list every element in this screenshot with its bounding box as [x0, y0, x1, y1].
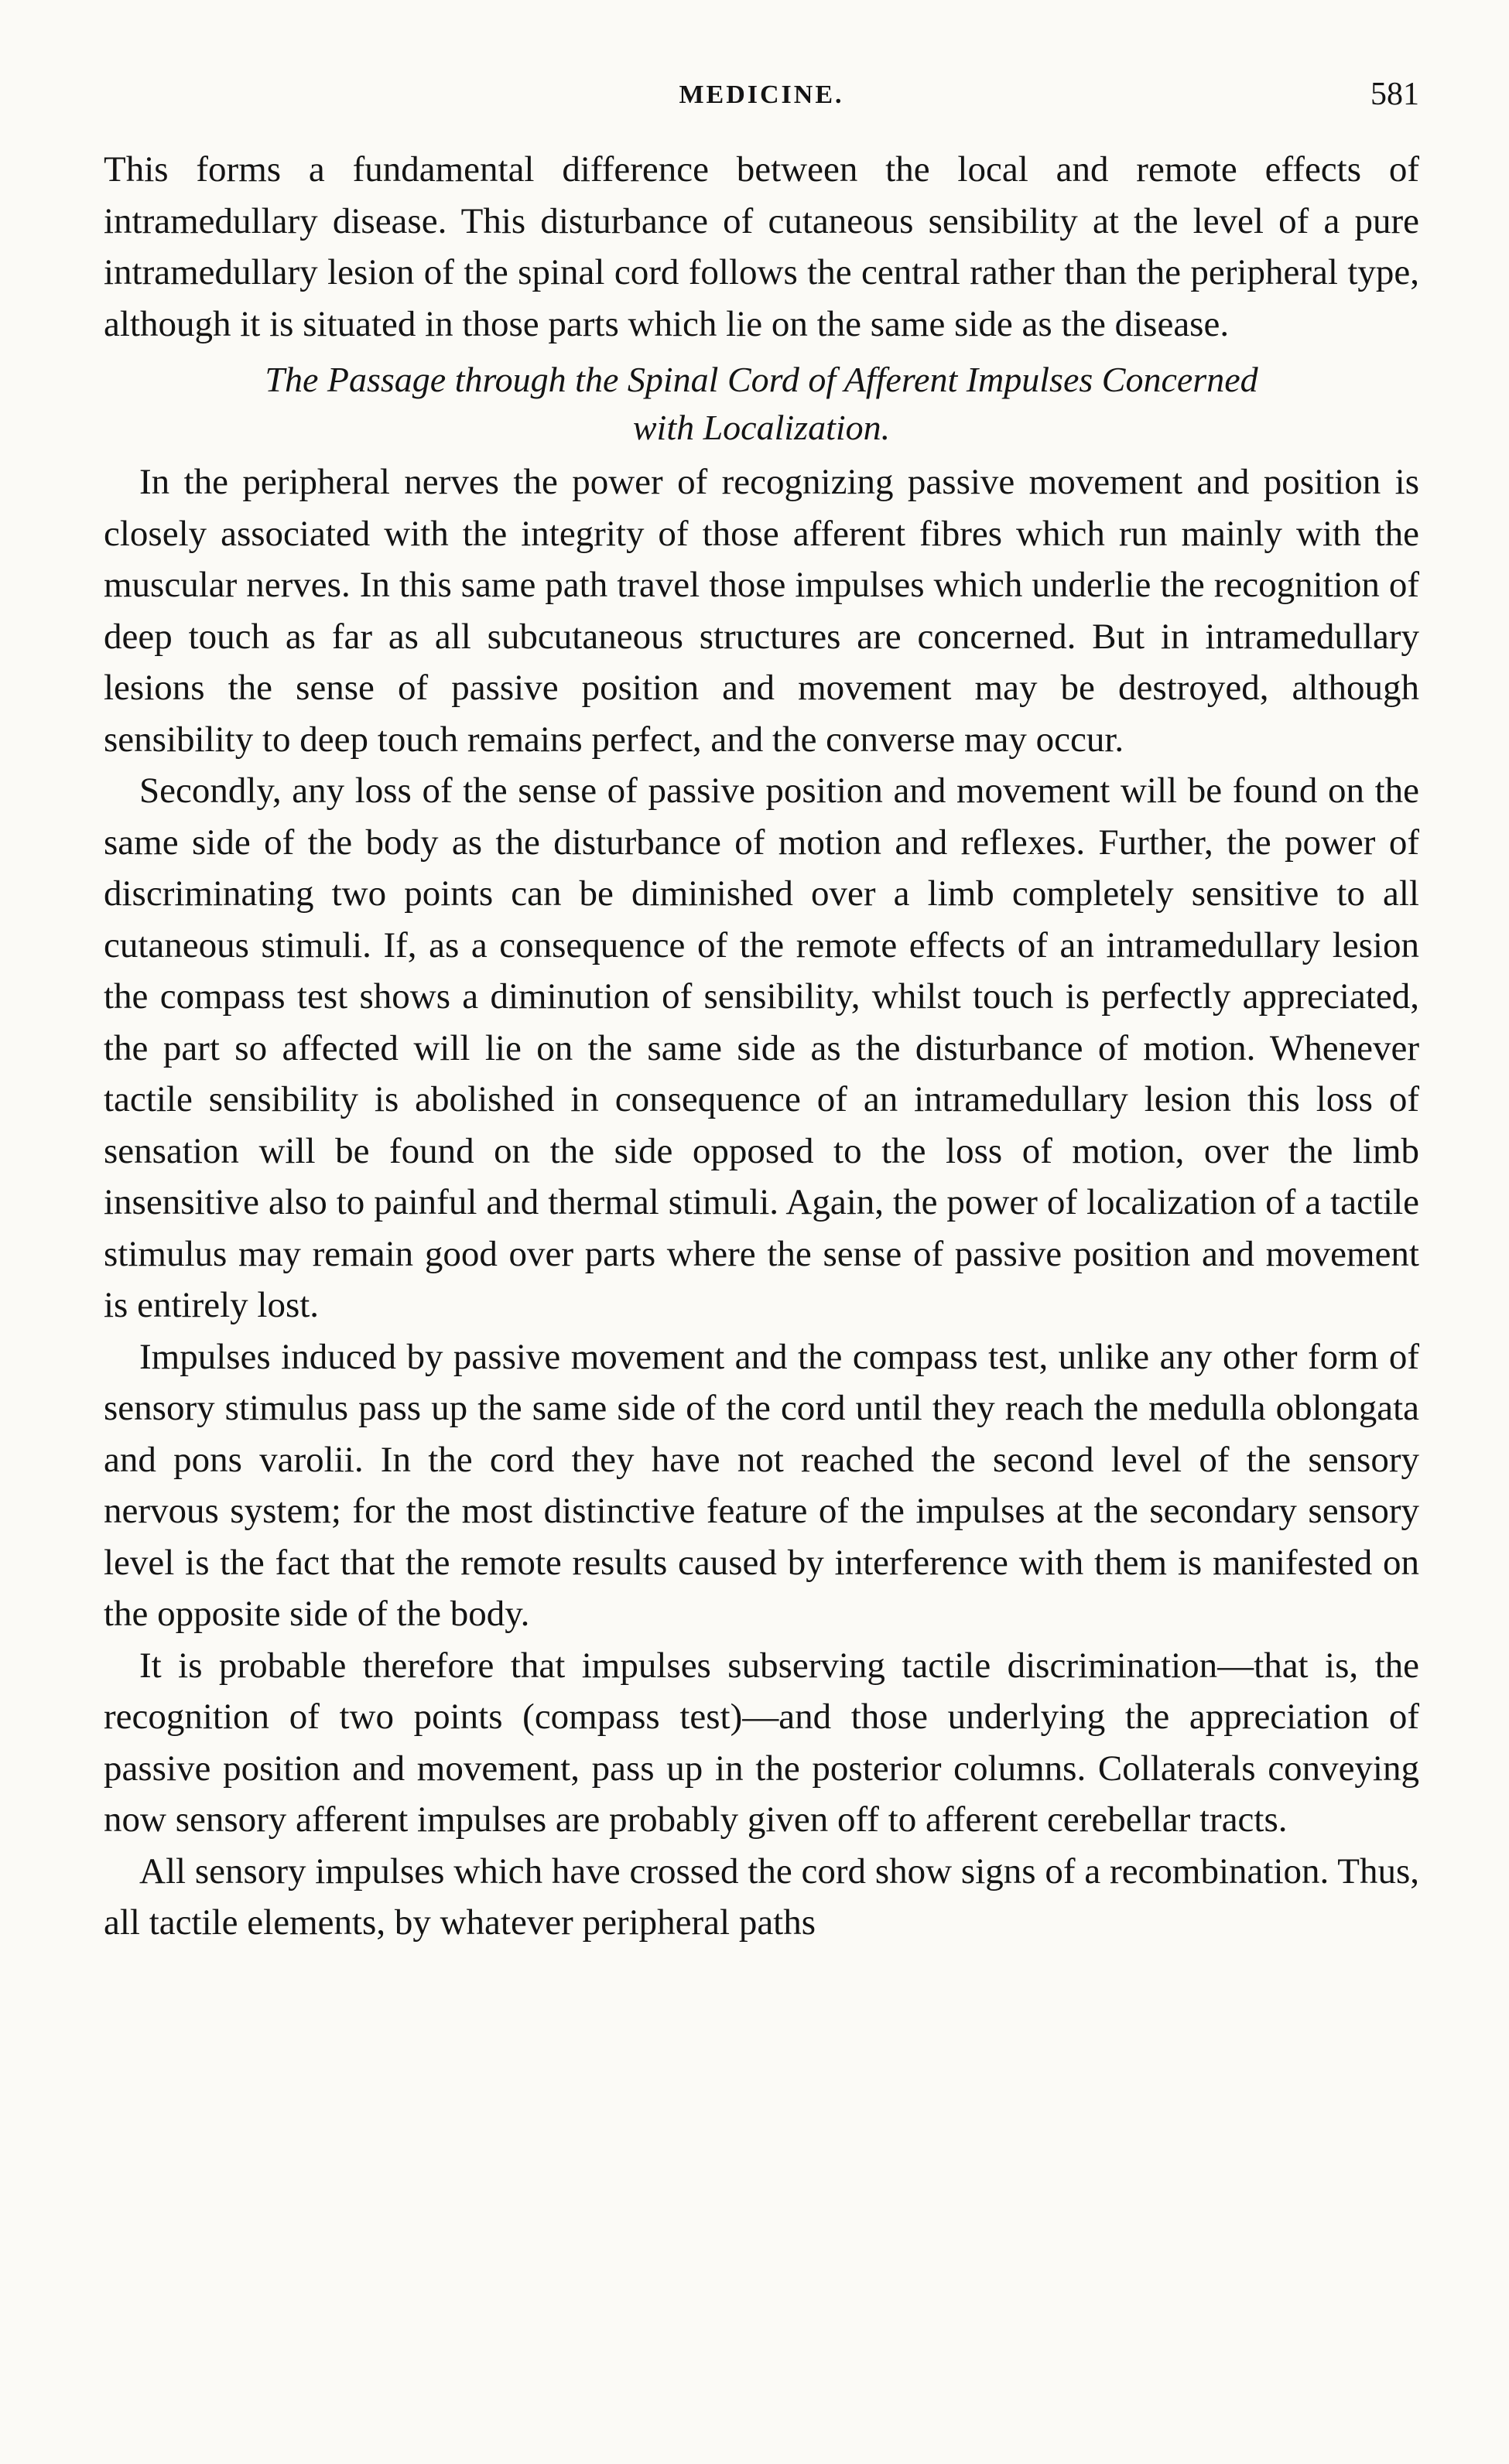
running-title: MEDICINE.	[679, 80, 844, 109]
page-number: 581	[1370, 77, 1419, 112]
section-heading-line-1: The Passage through the Spinal Cord of Afferent Impulses Concerned	[265, 360, 1258, 399]
paragraph-1: This forms a fundamental difference between the local and remote effects of intramedullary disease. This disturbance of cutaneous sensibility at the level of a pure intramedullary lesion of the spinal cord follows the central rather than the peripheral type, although it is situated in those parts which lie on the same side as the disease.	[104, 149, 1419, 344]
section-heading-line-2: with Localization.	[632, 408, 891, 447]
paragraph-4: Impulses induced by passive movement and the compass test, unlike any other form of sensory stimulus pass up the same side of the cord until they reach the medulla oblongata and pons varolii. In the cord they have not reached the second level of the sensory nervous system; for the most distinctive feature of the impulses at the secondary sensory level is the fact that the remote results caused by interference with them is manifested on the opposite side of the body.	[104, 1336, 1419, 1634]
paragraph-3: Secondly, any loss of the sense of passive position and movement will be found on the same side of the body as the disturbance of motion and reflexes. Further, the power of discriminating two points can be diminished over a limb completely sensitive to all cutaneous stimuli. If, as a consequence of the remote effects of an intramedullary lesion the compass test shows a diminution of sensibility, whilst touch is perfectly appreciated, the part so affected will lie on the same side as the disturbance of motion. Whenever tactile sensibility is abolished in consequence of an intramedullary lesion this loss of sensation will be found on the side opposed to the loss of motion, over the limb insensitive also to painful and thermal stimuli. Again, the power of localization of a tactile stimulus may remain good over parts where the sense of passive position and movement is entirely lost.	[104, 771, 1419, 1325]
paragraph-6: All sensory impulses which have crossed the cord show signs of a recombination. Thus, all tactile elements, by whatever peripheral paths	[104, 1851, 1419, 1943]
section-heading	[104, 356, 1419, 452]
paragraph-2: In the peripheral nerves the power of recognizing passive movement and position is closely associated with the integrity of those afferent fibres which run mainly with the muscular nerves. In this same path travel those impulses which underlie the recognition of deep touch as far as all subcutaneous structures are concerned. But in intramedullary lesions the sense of passive position and movement may be destroyed, although sensibility to deep touch remains perfect, and the converse may occur.	[104, 462, 1419, 760]
running-head	[104, 74, 1419, 122]
paragraph-5: It is probable therefore that impulses subserving tactile discrimination—that is, the recognition of two points (compass test)—and those underlying the appreciation of passive position and movement, pass up in the posterior columns. Collaterals conveying now sensory afferent impulses are probably given off to afferent cerebellar tracts.	[104, 1645, 1419, 1840]
body-text	[104, 144, 1419, 1949]
